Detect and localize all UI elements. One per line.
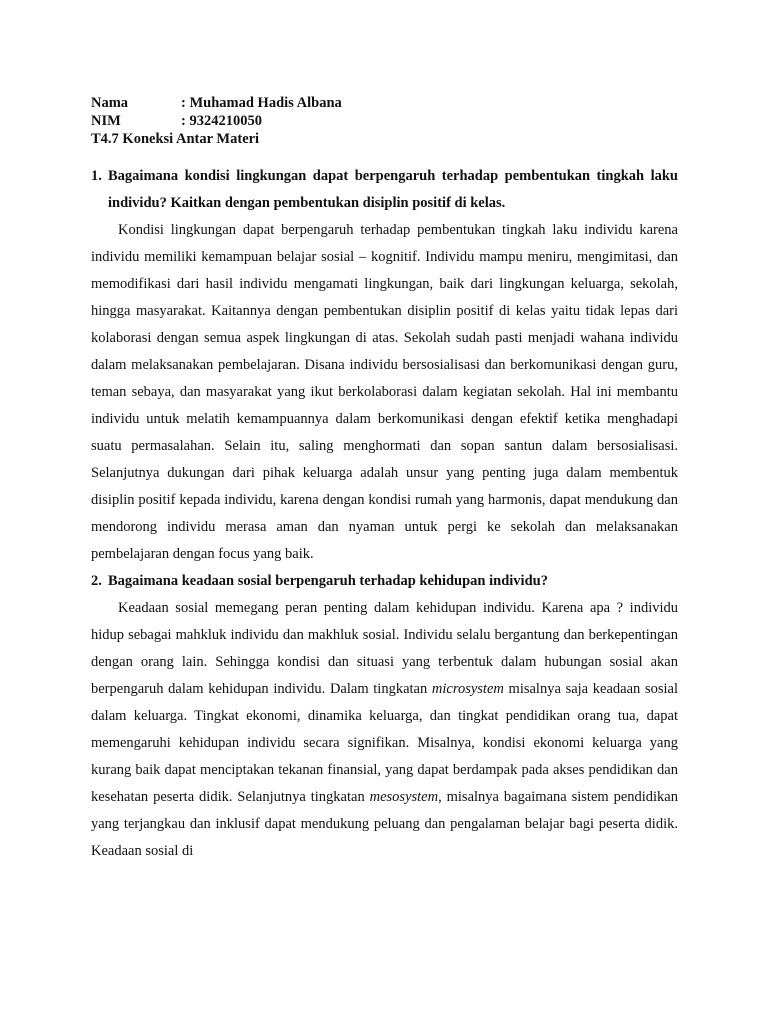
question-list <box>91 163 678 865</box>
question-heading <box>91 568 678 595</box>
answer-text: misalnya saja keadaan sosial dalam keluarga. Tingkat ekonomi, dinamika keluarga, dan tingkat pendidikan orang tua, dapat memengaruhi kehidupan individu secara signifikan. Misalnya, kondisi ekonomi keluarga yang kurang baik dapat menciptakan tekanan finansial, yang dapat berdampak pada akses pendidikan dan kesehatan peserta didik. Selanjutnya tingkatan <box>91 681 678 805</box>
nim-label: NIM <box>91 113 121 129</box>
document-title: T4.7 Koneksi Antar Materi <box>91 131 260 147</box>
nim-row <box>91 112 342 130</box>
question-text: Bagaimana kondisi lingkungan dapat berpengaruh terhadap pembentukan tingkah laku individu? Kaitkan dengan pembentukan disiplin positif di kelas. <box>108 168 678 211</box>
question-number: 1. <box>91 168 102 184</box>
question-item-2 <box>91 568 678 865</box>
name-label: Nama <box>91 95 129 111</box>
nim-value: : 9324210050 <box>181 113 262 129</box>
document-header <box>91 94 342 148</box>
answer-text: , misalnya bagaimana sistem pendidikan yang terjangkau dan inklusif dapat mendukung peluang dan pengalaman belajar bagi peserta didik. Keadaan sosial di <box>91 789 678 859</box>
answer-paragraph: Kondisi lingkungan dapat berpengaruh terhadap pembentukan tingkah laku individu karena individu memiliki kemampuan belajar sosial – kognitif. Individu mampu meniru, mengimitasi, dan memodifikasi dari hasil individu mengamati lingkungan, baik dari lingkungan keluarga, sekolah, hingga masyarakat. Kaitannya dengan pembentukan disiplin positif di kelas yaitu tidak lepas dari kolaborasi dengan semua aspek lingkungan di atas. Sekolah sudah pasti menjadi wahana individu dalam melaksanakan pembelajaran. Disana individu bersosialisasi dan berkomunikasi dengan guru, teman sebaya, dan masyarakat yang ikut berkolaborasi dalam kegiatan sekolah. Hal ini membantu individu untuk melatih kemampuannya dalam berkomunikasi dengan efektif ketika menghadapi suatu permasalahan. Selain itu, saling menghormati dan sopan santun dalam bersosialisasi. Selanjutnya dukungan dari pihak keluarga adalah unsur yang penting juga dalam membentuk disiplin positif kepada individu, karena dengan kondisi rumah yang harmonis, dapat mendukung dan mendorong individu merasa aman dan nyaman untuk pergi ke sekolah dan melaksanakan pembelajaran dengan focus yang baik. <box>91 222 678 562</box>
answer-paragraph <box>91 595 678 865</box>
answer-text: Keadaan sosial memegang peran penting dalam kehidupan individu. Karena apa ? individu hidup sebagai mahkluk individu dan makhluk sosial. Individu selalu bergantung dan berkepentingan dengan orang lain. Sehingga kondisi dan situasi yang terbentuk dalam hubungan sosial akan berpengaruh dalam kehidupan individu. Dalam tingkatan <box>91 600 678 697</box>
term-microsystem: microsystem <box>431 681 504 697</box>
question-heading <box>91 163 678 217</box>
question-text: Bagaimana keadaan sosial berpengaruh terhadap kehidupan individu? <box>108 573 548 589</box>
name-row <box>91 94 342 112</box>
question-number: 2. <box>91 573 102 589</box>
name-value: : Muhamad Hadis Albana <box>181 95 342 111</box>
question-item-1 <box>91 163 678 568</box>
term-mesosystem: mesosystem <box>369 789 439 805</box>
